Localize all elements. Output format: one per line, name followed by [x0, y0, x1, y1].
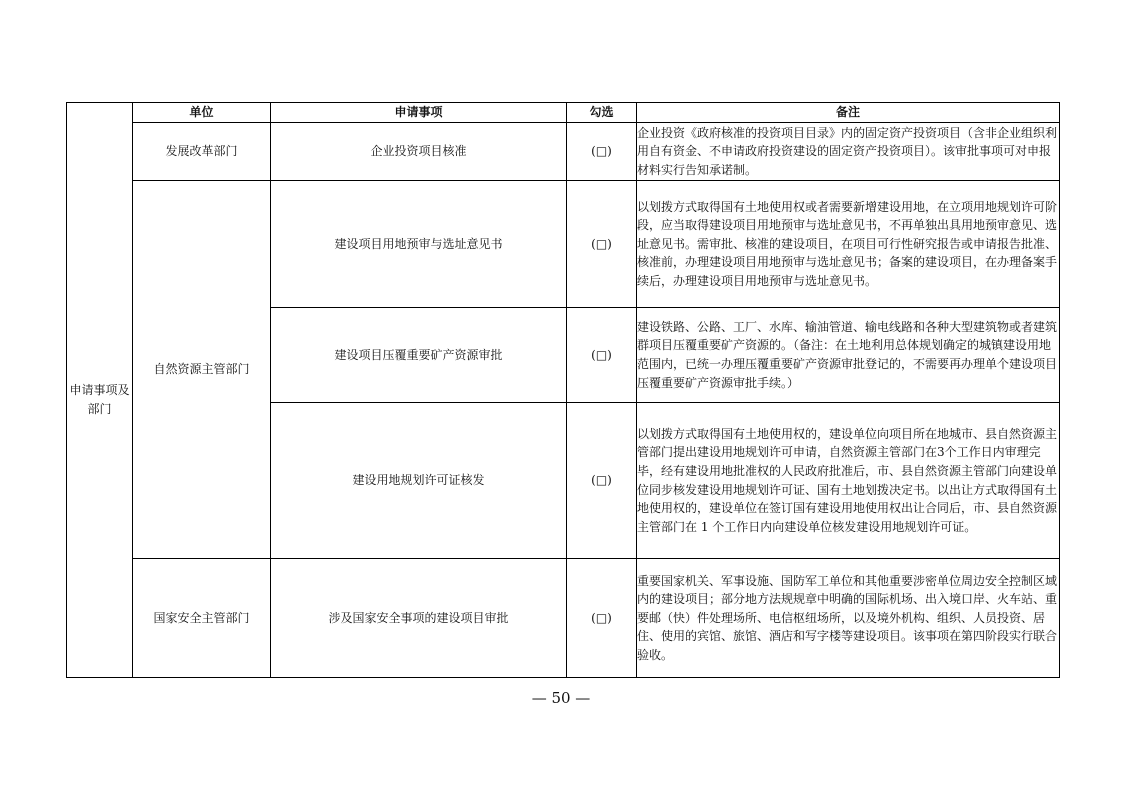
- header-note: 备注: [637, 103, 1060, 123]
- page-number: — 50 —: [531, 689, 591, 707]
- category-header-blank: [67, 103, 133, 123]
- approval-items-table: [66, 102, 1060, 678]
- note-cell: 重要国家机关、军事设施、国防军工单位和其他重要涉密单位周边安全控制区域内的建设项目；部分地方法规规章中明确的国际机场、出入境口岸、火车站、重要邮（快）件处理场所、电信枢纽场所，以及境外机构、组织、人员投资、居住、使用的宾馆、旅馆、酒店和写字楼等建设项目。该事项在第四阶段实行联合验收。: [637, 559, 1060, 678]
- checkbox-cell[interactable]: (□): [567, 403, 637, 559]
- note-cell: 以划拨方式取得国有土地使用权或者需要新增建设用地，在立项用地规划许可阶段，应当取得建设项目用地预审与选址意见书，不再单独出具用地预审意见、选址意见书。需审批、核准的建设项目，在项目可行性研究报告或申请报告批准、核准前，办理建设项目用地预审与选址意见书；备案的建设项目，在办理备案手续后，办理建设项目用地预审与选址意见书。: [637, 181, 1060, 308]
- unit-cell: 发展改革部门: [133, 123, 271, 181]
- table-row: [67, 123, 1060, 181]
- item-cell: 建设项目用地预审与选址意见书: [271, 181, 567, 308]
- unit-cell: 国家安全主管部门: [133, 559, 271, 678]
- checkbox-cell[interactable]: (□): [567, 181, 637, 308]
- unit-cell: 自然资源主管部门: [133, 181, 271, 559]
- header-item: 申请事项: [271, 103, 567, 123]
- table-row: [67, 559, 1060, 678]
- checkbox-cell[interactable]: (□): [567, 123, 637, 181]
- item-cell: 建设项目压覆重要矿产资源审批: [271, 308, 567, 403]
- item-cell: 企业投资项目核准: [271, 123, 567, 181]
- table-row: [67, 181, 1060, 308]
- checkbox-cell[interactable]: (□): [567, 308, 637, 403]
- item-cell: 建设用地规划许可证核发: [271, 403, 567, 559]
- checkbox-cell[interactable]: (□): [567, 559, 637, 678]
- table-header-row: [67, 103, 1060, 123]
- header-unit: 单位: [133, 103, 271, 123]
- note-cell: 企业投资《政府核准的投资项目目录》内的固定资产投资项目（含非企业组织利用自有资金、不申请政府投资建设的固定资产投资项目）。该审批事项可对申报材料实行告知承诺制。: [637, 123, 1060, 181]
- note-cell: 以划拨方式取得国有土地使用权的，建设单位向项目所在地城市、县自然资源主管部门提出建设用地规划许可申请，自然资源主管部门在3个工作日内审理完毕，经有建设用地批准权的人民政府批准后，市、县自然资源主管部门向建设单位同步核发建设用地规划许可证、国有土地划拨决定书。以出让方式取得国有土地使用权的，建设单位在签订国有建设用地使用权出让合同后，市、县自然资源主管部门在 1 个工作日内向建设单位核发建设用地规划许可证。: [637, 403, 1060, 559]
- category-cell: [67, 123, 133, 678]
- item-cell: 涉及国家安全事项的建设项目审批: [271, 559, 567, 678]
- note-cell: 建设铁路、公路、工厂、水库、输油管道、输电线路和各种大型建筑物或者建筑群项目压覆重要矿产资源的。（备注：在土地利用总体规划确定的城镇建设用地范围内，已统一办理压覆重要矿产资源审批登记的，不需要再办理单个建设项目压覆重要矿产资源审批手续。）: [637, 308, 1060, 403]
- header-check: 勾选: [567, 103, 637, 123]
- category-label: 申请事项及部门: [69, 383, 130, 416]
